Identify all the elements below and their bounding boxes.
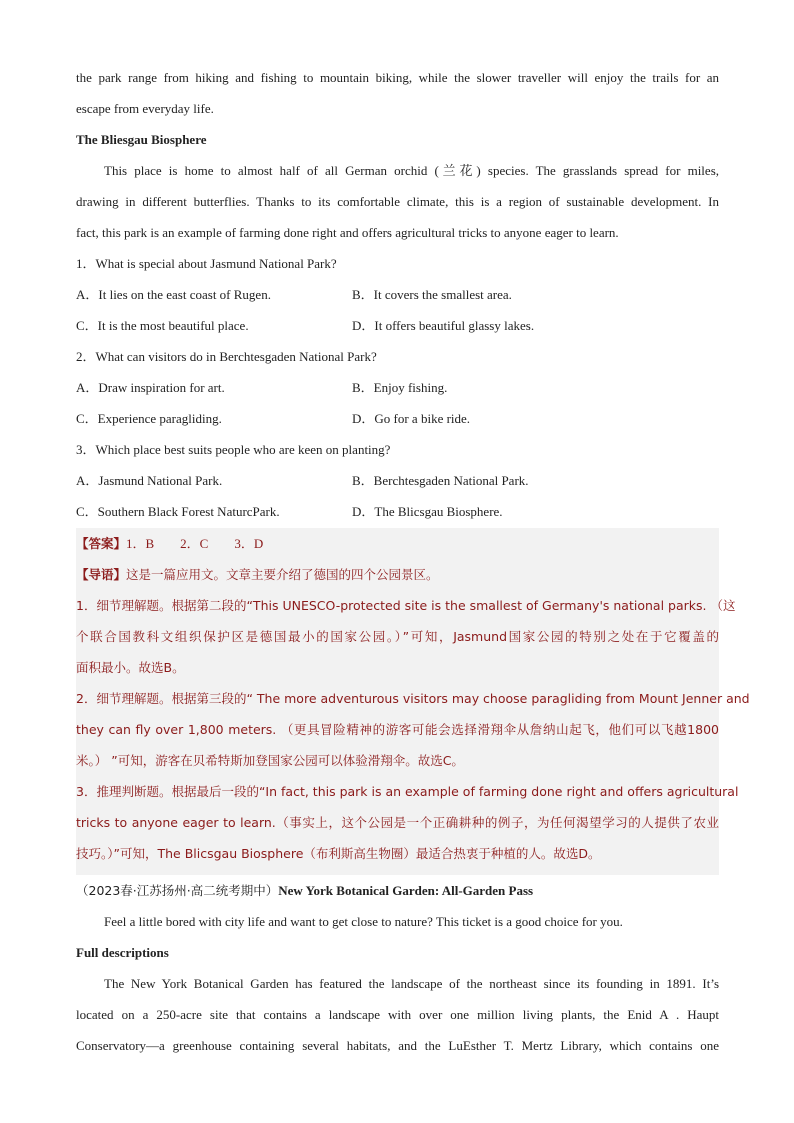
- explanation-line: they can fly over 1,800 meters. （更具冒险精神的游客可能会选择滑翔伞从詹纳山起飞，他们可以飞越1800: [76, 722, 719, 737]
- explanation-line: 米。） ”可知，游客在贝希特斯加登国家公园可以体验滑翔伞。故选C。: [76, 753, 464, 768]
- option-row: [76, 403, 719, 434]
- passage-text-line: Conservatory—a greenhouse containing several habitats, and the LuEsther T. Mertz Library, which contains one: [76, 1038, 719, 1053]
- section-title: The Bliesgau Biosphere: [76, 132, 207, 147]
- explanation-line: 面积最小。故选B。: [76, 660, 185, 675]
- guide-label: 【导语】: [76, 567, 127, 582]
- option: B．Enjoy fishing.: [352, 380, 448, 395]
- option: A．It lies on the east coast of Rugen.: [76, 287, 271, 302]
- next-passage-header: [76, 875, 719, 906]
- option-row: [76, 496, 719, 527]
- question-stem: 2．What can visitors do in Berchtesgaden National Park?: [76, 349, 377, 364]
- guide-line: [76, 559, 719, 590]
- passage-text-line: fact, this park is an example of farming done right and offers agricultural tricks to anyone eager to learn.: [76, 225, 619, 240]
- passage-text-line: The New York Botanical Garden has featured the landscape of the northeast since its founding in 1891. It’s: [104, 976, 719, 991]
- question-stem: 1．What is special about Jasmund National Park?: [76, 256, 337, 271]
- answer-line: [76, 528, 719, 559]
- option: C．It is the most beautiful place.: [76, 318, 249, 333]
- option: B．Berchtesgaden National Park.: [352, 473, 529, 488]
- page-content: [76, 62, 750, 1061]
- option: B．It covers the smallest area.: [352, 287, 512, 302]
- option: D．It offers beautiful glassy lakes.: [352, 318, 535, 333]
- passage-text-line: This place is home to almost half of all German orchid (兰花) species. The grasslands spread for miles,: [104, 163, 719, 178]
- passage-intro: Feel a little bored with city life and want to get close to nature? This ticket is a good choice for you.: [104, 914, 623, 929]
- passage-text-line: located on a 250-acre site that contains a landscape with over one million living plants, the Enid A . Haupt: [76, 1007, 719, 1022]
- option-row: [76, 372, 719, 403]
- explanation-line: tricks to anyone eager to learn.（事实上，这个公园是一个正确耕种的例子，为任何渴望学习的人提供了农业: [76, 815, 719, 830]
- explanation-line: 1．细节理解题。根据第二段的“This UNESCO-protected site is the smallest of Germany's national parks. （这: [76, 598, 736, 613]
- option-row: [76, 465, 719, 496]
- option: A．Jasmund National Park.: [76, 473, 223, 488]
- explanation-line: 3．推理判断题。根据最后一段的“In fact, this park is an example of farming done right and offers agricultural: [76, 784, 739, 799]
- section-heading: Full descriptions: [76, 945, 169, 960]
- option: D．The Blicsgau Biosphere.: [352, 504, 503, 519]
- option: C．Southern Black Forest NaturcPark.: [76, 504, 280, 519]
- answer-label: 【答案】: [76, 536, 127, 551]
- passage-text-line: the park range from hiking and fishing to mountain biking, while the slower traveller will enjoy the trails for an: [76, 70, 719, 85]
- guide-text: 这是一篇应用文。文章主要介绍了德国的四个公园景区。: [126, 567, 439, 582]
- question-stem: 3．Which place best suits people who are keen on planting?: [76, 442, 391, 457]
- explanation-line: 技巧。）”可知，The Blicsgau Biosphere（布利斯高生物圈）最适合热衷于种植的人。故选D。: [76, 846, 601, 861]
- option: C．Experience paragliding.: [76, 411, 222, 426]
- answer-text: 1．B 2．C 3．D: [126, 536, 264, 551]
- option: A．Draw inspiration for art.: [76, 380, 225, 395]
- explanation-line: 2．细节理解题。根据第三段的“ The more adventurous visitors may choose paragliding from Mount Jenner and: [76, 691, 750, 706]
- passage-text-line: drawing in different butterflies. Thanks to its comfortable climate, this is a region of sustainable development. In: [76, 194, 719, 209]
- explanation-line: 个联合国教科文组织保护区是德国最小的国家公园。）”可知，Jasmund国家公园的特别之处在于它覆盖的: [76, 629, 719, 644]
- option: D．Go for a bike ride.: [352, 411, 471, 426]
- passage-text-line: escape from everyday life.: [76, 101, 214, 116]
- passage-title: New York Botanical Garden: All-Garden Pass: [278, 883, 534, 898]
- answer-explanation-box: [76, 528, 750, 875]
- option-row: [76, 310, 719, 341]
- source-label: （2023春·江苏扬州·高二统考期中）: [76, 883, 279, 898]
- option-row: [76, 279, 719, 310]
